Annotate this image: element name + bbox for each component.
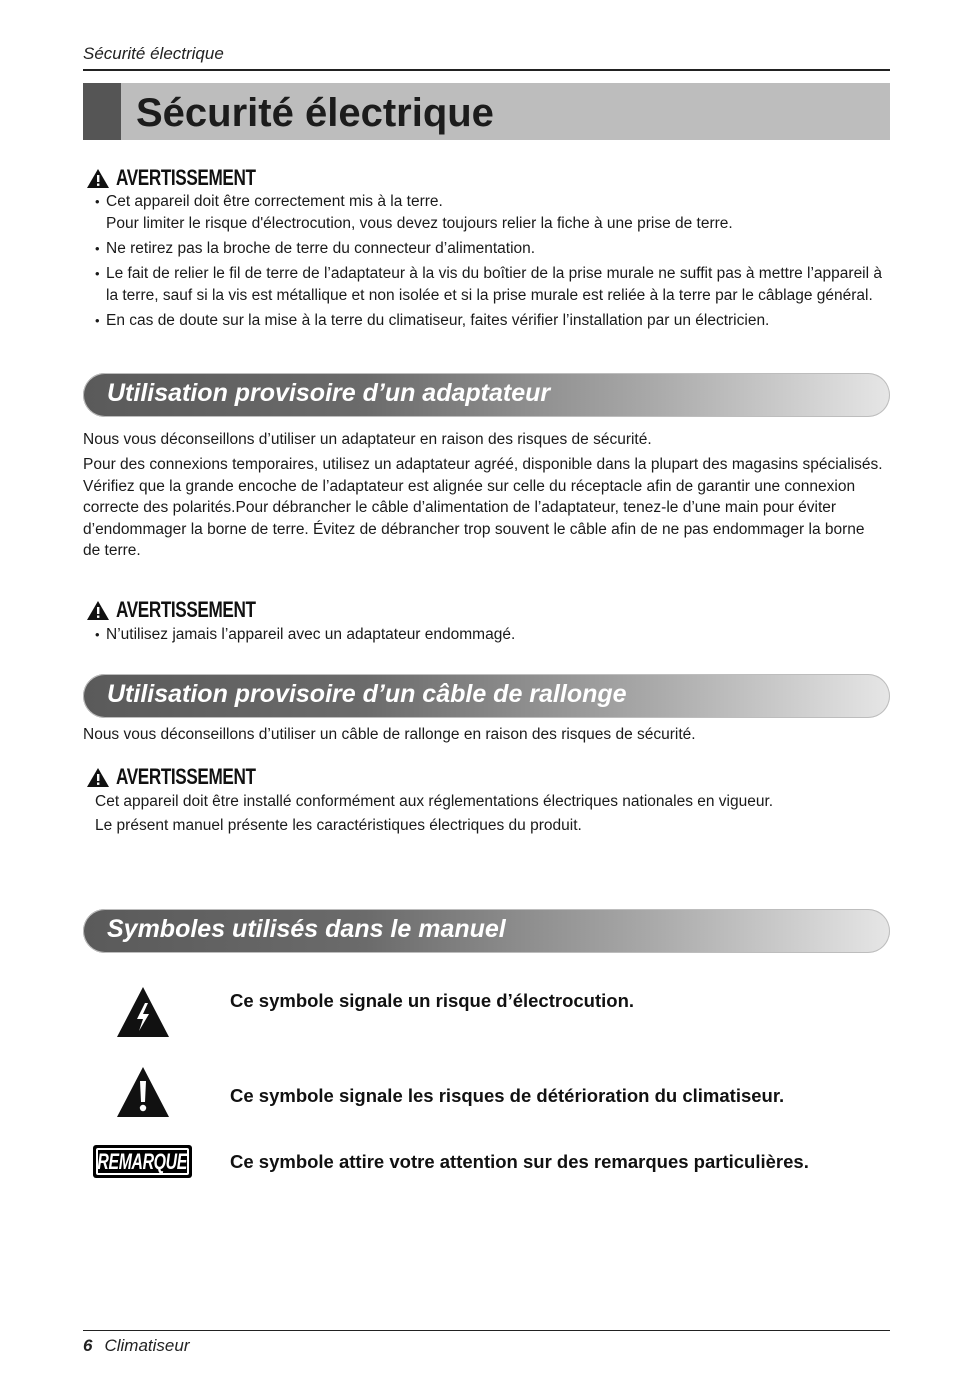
warning-label: AVERTISSEMENT bbox=[116, 597, 256, 622]
list-item bbox=[95, 624, 895, 646]
warning-list bbox=[95, 624, 895, 649]
symbol-row bbox=[83, 985, 890, 1045]
warning-label: AVERTISSEMENT bbox=[116, 764, 256, 789]
section-bar bbox=[83, 373, 890, 417]
running-header: Sécurité électrique bbox=[83, 44, 224, 63]
title-bar bbox=[83, 83, 890, 140]
paragraph: Nous vous déconseillons d’utiliser un adaptateur en raison des risques de sécurité. bbox=[83, 431, 652, 448]
list-item bbox=[95, 238, 895, 260]
warning-heading bbox=[86, 165, 295, 191]
list-item-text: N’utilisez jamais l’appareil avec un adaptateur endommagé. bbox=[106, 626, 516, 643]
symbol-row bbox=[83, 1065, 890, 1125]
list-item-text: Ne retirez pas la broche de terre du connecteur d’alimentation. bbox=[106, 240, 536, 257]
page-number: 6 bbox=[83, 1336, 93, 1355]
list-item bbox=[95, 263, 895, 307]
warning-triangle-icon bbox=[86, 168, 110, 189]
header-rule bbox=[83, 69, 890, 71]
symbol-description: Ce symbole attire votre attention sur des remarques particulières. bbox=[230, 1151, 809, 1172]
exclamation-warning-icon bbox=[115, 1065, 171, 1119]
list-item-text: Le fait de relier le fil de terre de l’adaptateur à la vis du boîtier de la prise murale ne suffit pas à mettre l’appareil à la terre, sauf si la vis est métallique et non isolée et si la prise murale est reliée à la terre par le câblage général. bbox=[106, 265, 882, 304]
paragraph: Pour des connexions temporaires, utilisez un adaptateur agréé, disponible dans la plupart des magasins spécialisés. Vérifiez que la grande encoche de l’adaptateur est alignée sur celle du réceptacle afin de garantir une connexion correcte des polarités.Pour débrancher le câble d’alimentation de l’adaptateur, tenez-le d’une main pour éviter d’endommager la borne de terre. Évitez de débrancher trop souvent le câble afin de ne pas endommager la borne de terre. bbox=[83, 456, 883, 560]
list-item-text: En cas de doute sur la mise à la terre du climatiseur, faites vérifier l’installation par un électricien. bbox=[106, 312, 770, 329]
footer-rule bbox=[83, 1330, 890, 1331]
symbol-description: Ce symbole signale un risque d’électrocution. bbox=[230, 990, 635, 1011]
remarque-badge bbox=[93, 1145, 192, 1178]
warning-text: Le présent manuel présente les caractéristiques électriques du produit. bbox=[95, 817, 582, 834]
warning-text: Cet appareil doit être installé conformément aux réglementations électriques nationales en vigueur. bbox=[95, 793, 774, 810]
page-title: Sécurité électrique bbox=[136, 91, 494, 135]
remarque-badge-frame bbox=[96, 1148, 189, 1175]
title-block bbox=[83, 83, 121, 140]
list-item-text: • Cet appareil doit être correctement mis à la terre. bbox=[106, 193, 443, 210]
list-item bbox=[95, 310, 895, 332]
footer bbox=[83, 1336, 190, 1356]
section-title: Utilisation provisoire d’un câble de rallonge bbox=[107, 680, 627, 708]
list-item bbox=[95, 191, 895, 235]
warning-label: AVERTISSEMENT bbox=[116, 165, 256, 190]
list-item-text: Pour limiter le risque d'électrocution, vous devez toujours relier la fiche à une prise de terre. bbox=[106, 215, 733, 232]
warning-triangle-icon bbox=[86, 600, 110, 621]
section-bar bbox=[83, 909, 890, 953]
section-title: Utilisation provisoire d’un adaptateur bbox=[107, 379, 551, 407]
electric-shock-warning-icon bbox=[115, 985, 171, 1039]
symbol-row bbox=[83, 1145, 890, 1205]
warning-list bbox=[95, 191, 895, 335]
symbol-description: Ce symbole signale les risques de détérioration du climatiseur. bbox=[230, 1085, 785, 1106]
remarque-label: REMARQUE bbox=[97, 1148, 188, 1174]
section-bar bbox=[83, 674, 890, 718]
paragraph: Nous vous déconseillons d’utiliser un câble de rallonge en raison des risques de sécurité. bbox=[83, 726, 696, 743]
warning-heading bbox=[86, 597, 295, 623]
footer-product: Climatiseur bbox=[104, 1336, 190, 1355]
warning-heading bbox=[86, 764, 295, 790]
warning-triangle-icon bbox=[86, 767, 110, 788]
section-title: Symboles utilisés dans le manuel bbox=[107, 915, 506, 943]
